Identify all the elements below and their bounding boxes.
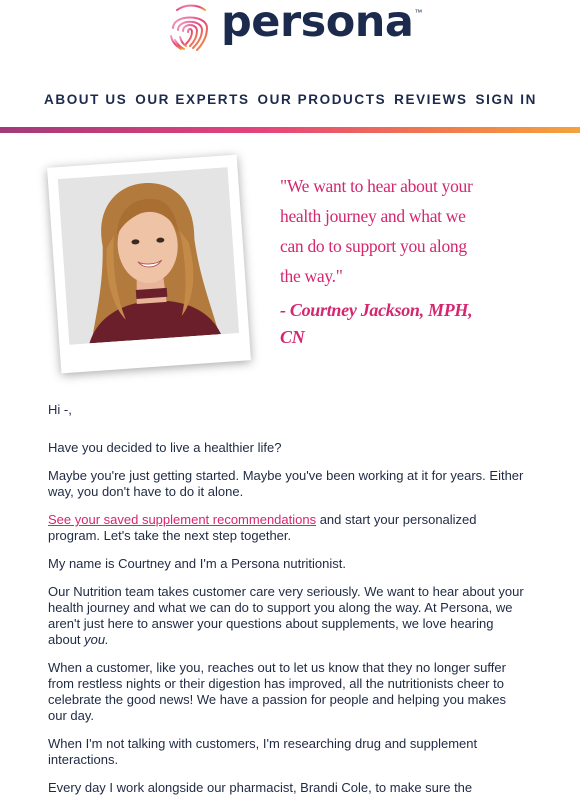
nav-reviews[interactable]: REVIEWS xyxy=(394,92,468,107)
email-body xyxy=(48,402,528,808)
fingerprint-icon xyxy=(163,0,217,54)
polaroid-frame xyxy=(47,155,251,374)
paragraph-4: My name is Courtney and I'm a Persona nutritionist. xyxy=(48,556,347,571)
paragraph-8: Every day I work alongside our pharmacist, Brandi Cole, to make sure the xyxy=(48,780,473,795)
main-nav xyxy=(0,92,580,107)
brand-name: persona xyxy=(221,0,414,47)
email-header xyxy=(0,0,580,128)
paragraph-3-text: and start your personalized program. Let's take the next step together. xyxy=(48,512,477,543)
paragraph-3 xyxy=(48,512,528,544)
trademark-mark: ™ xyxy=(414,7,423,17)
nav-our-experts[interactable]: OUR EXPERTS xyxy=(135,92,250,107)
paragraph-2: Maybe you're just getting started. Maybe you've been working at it for years. Either way, you don't have to do it alone. xyxy=(48,468,524,499)
portrait-illustration xyxy=(58,167,239,344)
paragraph-7: When I'm not talking with customers, I'm researching drug and supplement interactions. xyxy=(48,736,478,767)
paragraph-5-emphasis: you. xyxy=(84,632,109,647)
paragraph-1: Have you decided to live a healthier life? xyxy=(48,440,282,455)
persona-logo[interactable] xyxy=(163,0,422,54)
nav-our-products[interactable]: OUR PRODUCTS xyxy=(257,92,387,107)
quote-attribution: - Courtney Jackson, MPH, CN xyxy=(280,300,473,347)
paragraph-5 xyxy=(48,584,528,648)
nav-sign-in[interactable]: SIGN IN xyxy=(475,92,537,107)
nutritionist-photo xyxy=(58,167,239,344)
testimonial-quote: "We want to hear about your health journey and what we can do to support you along the way." xyxy=(280,176,473,286)
nav-about-us[interactable]: ABOUT US xyxy=(44,92,128,107)
paragraph-6: When a customer, like you, reaches out to let us know that they no longer suffer from restless nights or their digestion has improved, all the nutritionists cheer to celebrate the good news! We have a passion for people and helping you makes our day. xyxy=(48,660,506,723)
paragraph-5-text: Our Nutrition team takes customer care very seriously. We want to hear about your health journey and what we can do to support you along the way. At Persona, we aren't just here to answer your questions about supplements, we love hearing about xyxy=(48,584,524,647)
saved-recommendations-link[interactable]: See your saved supplement recommendations xyxy=(48,512,317,527)
greeting: Hi -, xyxy=(48,402,72,417)
hero-section xyxy=(0,133,580,393)
